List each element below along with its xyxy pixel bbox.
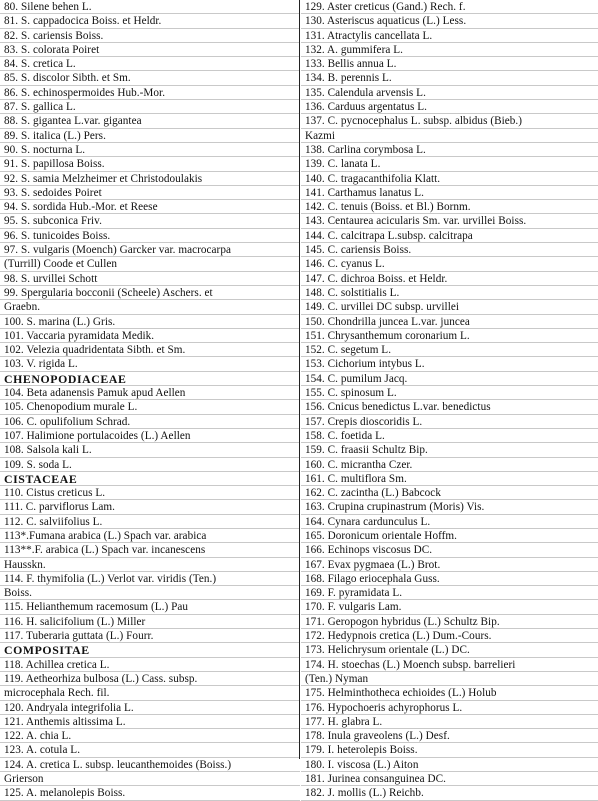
species-entry: 166. Echinops viscosus DC. bbox=[301, 543, 598, 557]
species-entry: 82. S. cariensis Boiss. bbox=[0, 29, 300, 43]
species-entry: 92. S. samia Melzheimer et Christodoulakis bbox=[0, 172, 300, 186]
species-entry: 81. S. cappadocica Boiss. et Heldr. bbox=[0, 14, 300, 28]
species-entry: 98. S. urvillei Schott bbox=[0, 272, 300, 286]
species-entry: 113**.F. arabica (L.) Spach var. incanescens bbox=[0, 543, 300, 557]
species-entry: 135. Calendula arvensis L. bbox=[301, 86, 598, 100]
species-entry: Grierson bbox=[0, 772, 300, 786]
species-entry: 131. Atractylis cancellata L. bbox=[301, 29, 598, 43]
family-heading: CISTACEAE bbox=[0, 472, 300, 486]
species-entry: 164. Cynara cardunculus L. bbox=[301, 515, 598, 529]
species-entry: 170. F. vulgaris Lam. bbox=[301, 600, 598, 614]
species-entry: 142. C. tenuis (Boiss. et Bl.) Bornm. bbox=[301, 200, 598, 214]
species-entry: 149. C. urvillei DC subsp. urvillei bbox=[301, 300, 598, 314]
species-entry: 138. Carlina corymbosa L. bbox=[301, 143, 598, 157]
species-entry: 133. Bellis annua L. bbox=[301, 57, 598, 71]
species-entry: 180. I. viscosa (L.) Aiton bbox=[301, 758, 598, 772]
species-entry: 110. Cistus creticus L. bbox=[0, 486, 300, 500]
species-entry: 122. A. chia L. bbox=[0, 729, 300, 743]
species-entry: 119. Aetheorhiza bulbosa (L.) Cass. subsp. bbox=[0, 672, 300, 686]
species-entry: 163. Crupina crupinastrum (Moris) Vis. bbox=[301, 500, 598, 514]
species-entry: 107. Halimione portulacoides (L.) Aellen bbox=[0, 429, 300, 443]
species-entry: 159. C. fraasii Schultz Bip. bbox=[301, 443, 598, 457]
species-entry: 117. Tuberaria guttata (L.) Fourr. bbox=[0, 629, 300, 643]
right-column bbox=[301, 0, 598, 800]
species-entry: 148. C. solstitialis L. bbox=[301, 286, 598, 300]
species-entry: 112. C. salviifolius L. bbox=[0, 515, 300, 529]
species-entry: 115. Helianthemum racemosum (L.) Pau bbox=[0, 600, 300, 614]
species-entry: 150. Chondrilla juncea L.var. juncea bbox=[301, 315, 598, 329]
species-entry: Boiss. bbox=[0, 586, 300, 600]
species-entry: 147. C. dichroa Boiss. et Heldr. bbox=[301, 272, 598, 286]
species-entry: (Ten.) Nyman bbox=[301, 672, 598, 686]
species-entry: 181. Jurinea consanguinea DC. bbox=[301, 772, 598, 786]
species-entry: Hausskn. bbox=[0, 558, 300, 572]
species-entry: 171. Geropogon hybridus (L.) Schultz Bip. bbox=[301, 615, 598, 629]
species-entry: 90. S. nocturna L. bbox=[0, 143, 300, 157]
species-entry: 83. S. colorata Poiret bbox=[0, 43, 300, 57]
species-entry: 179. I. heterolepis Boiss. bbox=[301, 743, 598, 757]
species-entry: 155. C. spinosum L. bbox=[301, 386, 598, 400]
species-entry: 144. C. calcitrapa L.subsp. calcitrapa bbox=[301, 229, 598, 243]
species-entry: 130. Asteriscus aquaticus (L.) Less. bbox=[301, 14, 598, 28]
species-entry: 154. C. pumilum Jacq. bbox=[301, 372, 598, 386]
species-entry: 108. Salsola kali L. bbox=[0, 443, 300, 457]
species-entry: 99. Spergularia bocconii (Scheele) Aschers. et bbox=[0, 286, 300, 300]
species-entry: 85. S. discolor Sibth. et Sm. bbox=[0, 71, 300, 85]
species-entry: 167. Evax pygmaea (L.) Brot. bbox=[301, 558, 598, 572]
species-entry: 105. Chenopodium murale L. bbox=[0, 400, 300, 414]
species-entry: 151. Chrysanthemum coronarium L. bbox=[301, 329, 598, 343]
species-entry: 104. Beta adanensis Pamuk apud Aellen bbox=[0, 386, 300, 400]
species-entry: 120. Andryala integrifolia L. bbox=[0, 701, 300, 715]
species-entry: 139. C. lanata L. bbox=[301, 157, 598, 171]
species-entry: 106. C. opulifolium Schrad. bbox=[0, 415, 300, 429]
species-entry: 94. S. sordida Hub.-Mor. et Reese bbox=[0, 200, 300, 214]
species-entry: 158. C. foetida L. bbox=[301, 429, 598, 443]
species-entry: 89. S. italica (L.) Pers. bbox=[0, 129, 300, 143]
species-entry: 162. C. zacintha (L.) Babcock bbox=[301, 486, 598, 500]
species-entry: Graebn. bbox=[0, 300, 300, 314]
species-entry: Kazmi bbox=[301, 129, 598, 143]
species-entry: 97. S. vulgaris (Moench) Garcker var. macrocarpa bbox=[0, 243, 300, 257]
species-entry: 129. Aster creticus (Gand.) Rech. f. bbox=[301, 0, 598, 14]
species-entry: 140. C. tragacanthifolia Klatt. bbox=[301, 172, 598, 186]
species-entry: 114. F. thymifolia (L.) Verlot var. viridis (Ten.) bbox=[0, 572, 300, 586]
species-entry: 121. Anthemis altissima L. bbox=[0, 715, 300, 729]
species-entry: 116. H. salicifolium (L.) Miller bbox=[0, 615, 300, 629]
species-entry: 103. V. rigida L. bbox=[0, 357, 300, 371]
species-entry: 141. Carthamus lanatus L. bbox=[301, 186, 598, 200]
species-entry: 109. S. soda L. bbox=[0, 458, 300, 472]
species-entry: 86. S. echinospermoides Hub.-Mor. bbox=[0, 86, 300, 100]
species-entry: 182. J. mollis (L.) Reichb. bbox=[301, 786, 598, 800]
species-entry: 178. Inula graveolens (L.) Desf. bbox=[301, 729, 598, 743]
species-entry: 146. C. cyanus L. bbox=[301, 257, 598, 271]
species-entry: 80. Silene behen L. bbox=[0, 0, 300, 14]
species-entry: 113*.Fumana arabica (L.) Spach var. arabica bbox=[0, 529, 300, 543]
species-entry: (Turrill) Coode et Cullen bbox=[0, 257, 300, 271]
species-entry: 177. H. glabra L. bbox=[301, 715, 598, 729]
species-entry: 174. H. stoechas (L.) Moench subsp. barrelieri bbox=[301, 658, 598, 672]
species-entry: 157. Crepis dioscoridis L. bbox=[301, 415, 598, 429]
species-entry: 168. Filago eriocephala Guss. bbox=[301, 572, 598, 586]
species-entry: 165. Doronicum orientale Hoffm. bbox=[301, 529, 598, 543]
species-entry: 173. Helichrysum orientale (L.) DC. bbox=[301, 643, 598, 657]
species-entry: 100. S. marina (L.) Gris. bbox=[0, 315, 300, 329]
species-entry: 132. A. gummifera L. bbox=[301, 43, 598, 57]
species-entry: 172. Hedypnois cretica (L.) Dum.-Cours. bbox=[301, 629, 598, 643]
species-entry: 160. C. micrantha Czer. bbox=[301, 458, 598, 472]
family-heading: COMPOSITAE bbox=[0, 643, 300, 657]
species-entry: 118. Achillea cretica L. bbox=[0, 658, 300, 672]
species-entry: 145. C. cariensis Boiss. bbox=[301, 243, 598, 257]
species-entry: 137. C. pycnocephalus L. subsp. albidus (Bieb.) bbox=[301, 114, 598, 128]
species-entry: 175. Helminthotheca echioides (L.) Holub bbox=[301, 686, 598, 700]
species-entry: 161. C. multiflora Sm. bbox=[301, 472, 598, 486]
species-entry: 169. F. pyramidata L. bbox=[301, 586, 598, 600]
species-entry: 123. A. cotula L. bbox=[0, 743, 300, 757]
species-entry: 87. S. gallica L. bbox=[0, 100, 300, 114]
species-entry: 102. Velezia quadridentata Sibth. et Sm. bbox=[0, 343, 300, 357]
species-entry: 136. Carduus argentatus L. bbox=[301, 100, 598, 114]
column-divider bbox=[299, 0, 300, 759]
species-entry: 176. Hypochoeris achyrophorus L. bbox=[301, 701, 598, 715]
species-entry: microcephala Rech. fil. bbox=[0, 686, 300, 700]
family-heading: CHENOPODIACEAE bbox=[0, 372, 300, 386]
species-entry: 134. B. perennis L. bbox=[301, 71, 598, 85]
species-entry: 95. S. subconica Friv. bbox=[0, 214, 300, 228]
species-entry: 125. A. melanolepis Boiss. bbox=[0, 786, 300, 800]
species-entry: 111. C. parviflorus Lam. bbox=[0, 500, 300, 514]
species-entry: 156. Cnicus benedictus L.var. benedictus bbox=[301, 400, 598, 414]
species-entry: 152. C. segetum L. bbox=[301, 343, 598, 357]
species-entry: 124. A. cretica L. subsp. leucanthemoides (Boiss.) bbox=[0, 758, 300, 772]
species-entry: 96. S. tunicoides Boiss. bbox=[0, 229, 300, 243]
species-entry: 88. S. gigantea L.var. gigantea bbox=[0, 114, 300, 128]
species-entry: 101. Vaccaria pyramidata Medik. bbox=[0, 329, 300, 343]
species-entry: 93. S. sedoides Poiret bbox=[0, 186, 300, 200]
species-entry: 143. Centaurea acicularis Sm. var. urvillei Boiss. bbox=[301, 214, 598, 228]
species-entry: 91. S. papillosa Boiss. bbox=[0, 157, 300, 171]
species-entry: 84. S. cretica L. bbox=[0, 57, 300, 71]
species-entry: 153. Cichorium intybus L. bbox=[301, 357, 598, 371]
